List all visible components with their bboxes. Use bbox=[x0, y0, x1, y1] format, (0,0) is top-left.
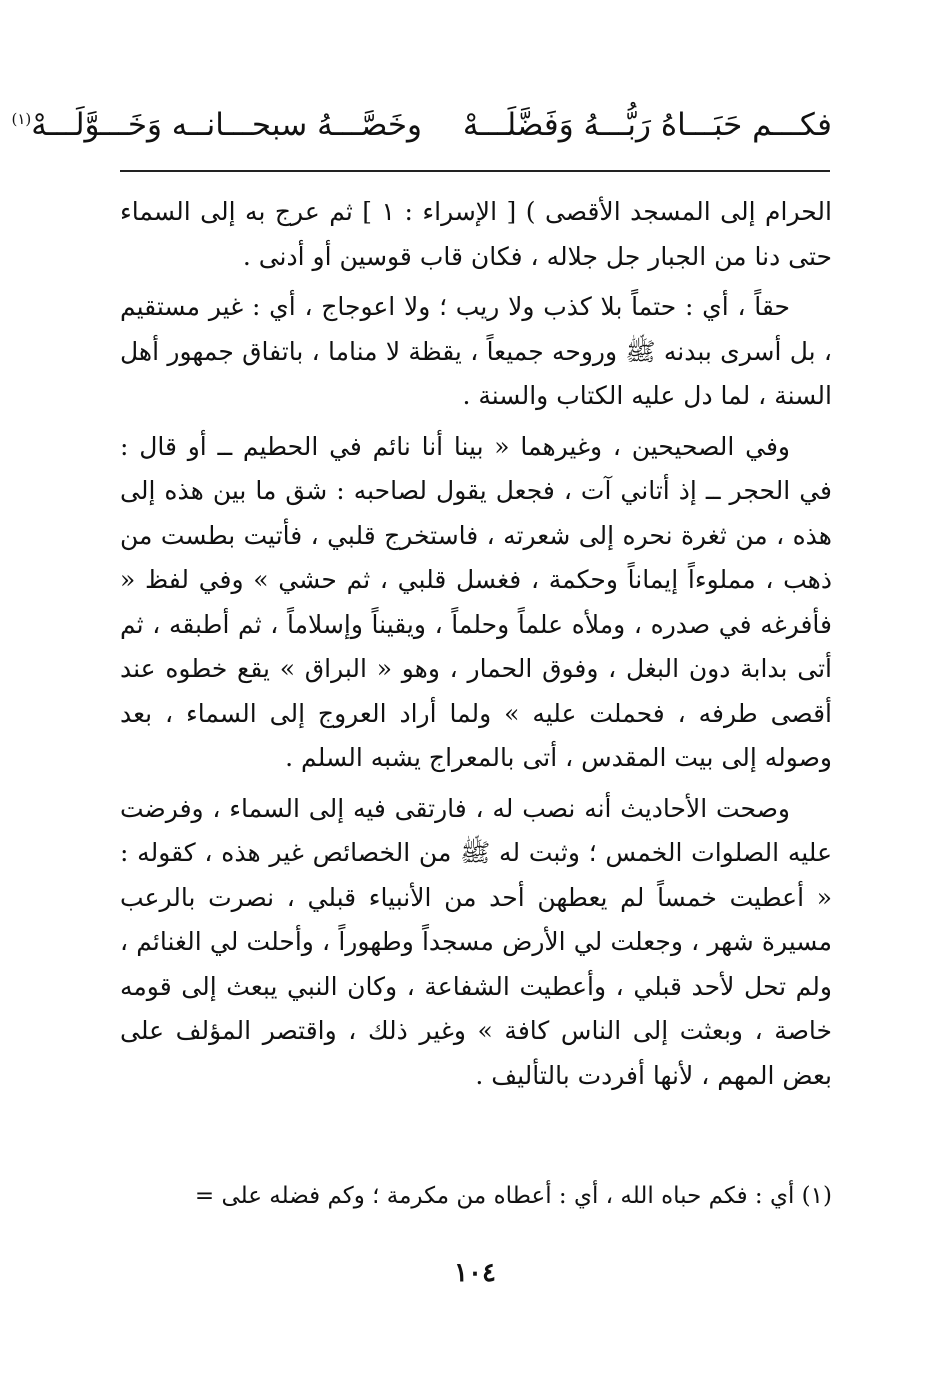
paragraph-3: وفي الصحيحين ، وغيرهما « بينا أنا نائم في الحطيم ــ أو قال : في الحجر ــ إذ أتاني آت ، فجعل يقول لصاحبه : شق ما بين هذه إلى هذه ، من ثغرة نحره إلى شعرته ، فاستخرج قلبي ، فأتيت بطست من ذهب ، مملوءاً إيماناً وحكمة ، فغسل قلبي ، ثم حشي » وفي لفظ « فأفرغه في صدره ، وملأه علماً وحلماً ، ويقيناً وإسلاماً ، ثم أطبقه ، ثم أتى بدابة دون البغل ، وفوق الحمار ، وهو « البراق » يقع خطوه عند أقصى طرفه ، فحملت عليه » ولما أراد العروج إلى السماء ، بعد وصوله إلى بيت المقدس ، أتى بالمعراج يشبه السلم . bbox=[120, 431, 832, 772]
paragraph-1: الحرام إلى المسجد الأقصى ) [ الإسراء : ١ ] ثم عرج به إلى السماء حتى دنا من الجبار جل جلاله ، فكان قاب قوسين أو أدنى . bbox=[120, 197, 832, 271]
footnote-marker: (١) bbox=[11, 110, 32, 128]
verse-second-hemistich bbox=[11, 100, 422, 150]
verse-heading bbox=[11, 100, 832, 150]
paragraph-4: وصحت الأحاديث أنه نصب له ، فارتقى فيه إلى السماء ، وفرضت عليه الصلوات الخمس ؛ وثبت له ﷺ من الخصائص غير هذه ، كقوله : « أعطيت خمساً لم يعطهن أحد من الأنبياء قبلي ، نصرت بالرعب مسيرة شهر ، وجعلت لي الأرض مسجداً وطهوراً ، وأحلت لي الغنائم ، ولم تحل لأحد قبلي ، وأعطيت الشفاعة ، وكان النبي يبعث إلى قومه خاصة ، وبعثت إلى الناس كافة » وغير ذلك ، واقتصر المؤلف على بعض المهم ، لأنها أفردت بالتأليف . bbox=[120, 793, 832, 1090]
verse-first-hemistich-text: فكـــم حَبَـــاهُ رَبُّـــهُ وَفَضَّلَـــهْ bbox=[462, 107, 832, 143]
page-number: ١٠٤ bbox=[454, 1258, 496, 1288]
verse-divider bbox=[120, 170, 830, 172]
commentary-body bbox=[120, 190, 832, 1104]
footnote: (١) أي : فكم حباه الله ، أي : أعطاه من مكرمة ؛ وكم فضله على = bbox=[194, 1183, 832, 1209]
verse-first-hemistich bbox=[463, 100, 832, 150]
verse-second-hemistich-text: وخَصَّـــهُ سبحـــانــه وَخَـــوَّلَـــهْ bbox=[31, 107, 422, 143]
paragraph-2: حقاً ، أي : حتماً بلا كذب ولا ريب ؛ ولا اعوجاج ، أي : غير مستقيم ، بل أسرى ببدنه ﷺ وروحه جميعاً ، يقظة لا مناما ، باتفاق جمهور أهل السنة ، لما دل عليه الكتاب والسنة . bbox=[120, 292, 832, 410]
